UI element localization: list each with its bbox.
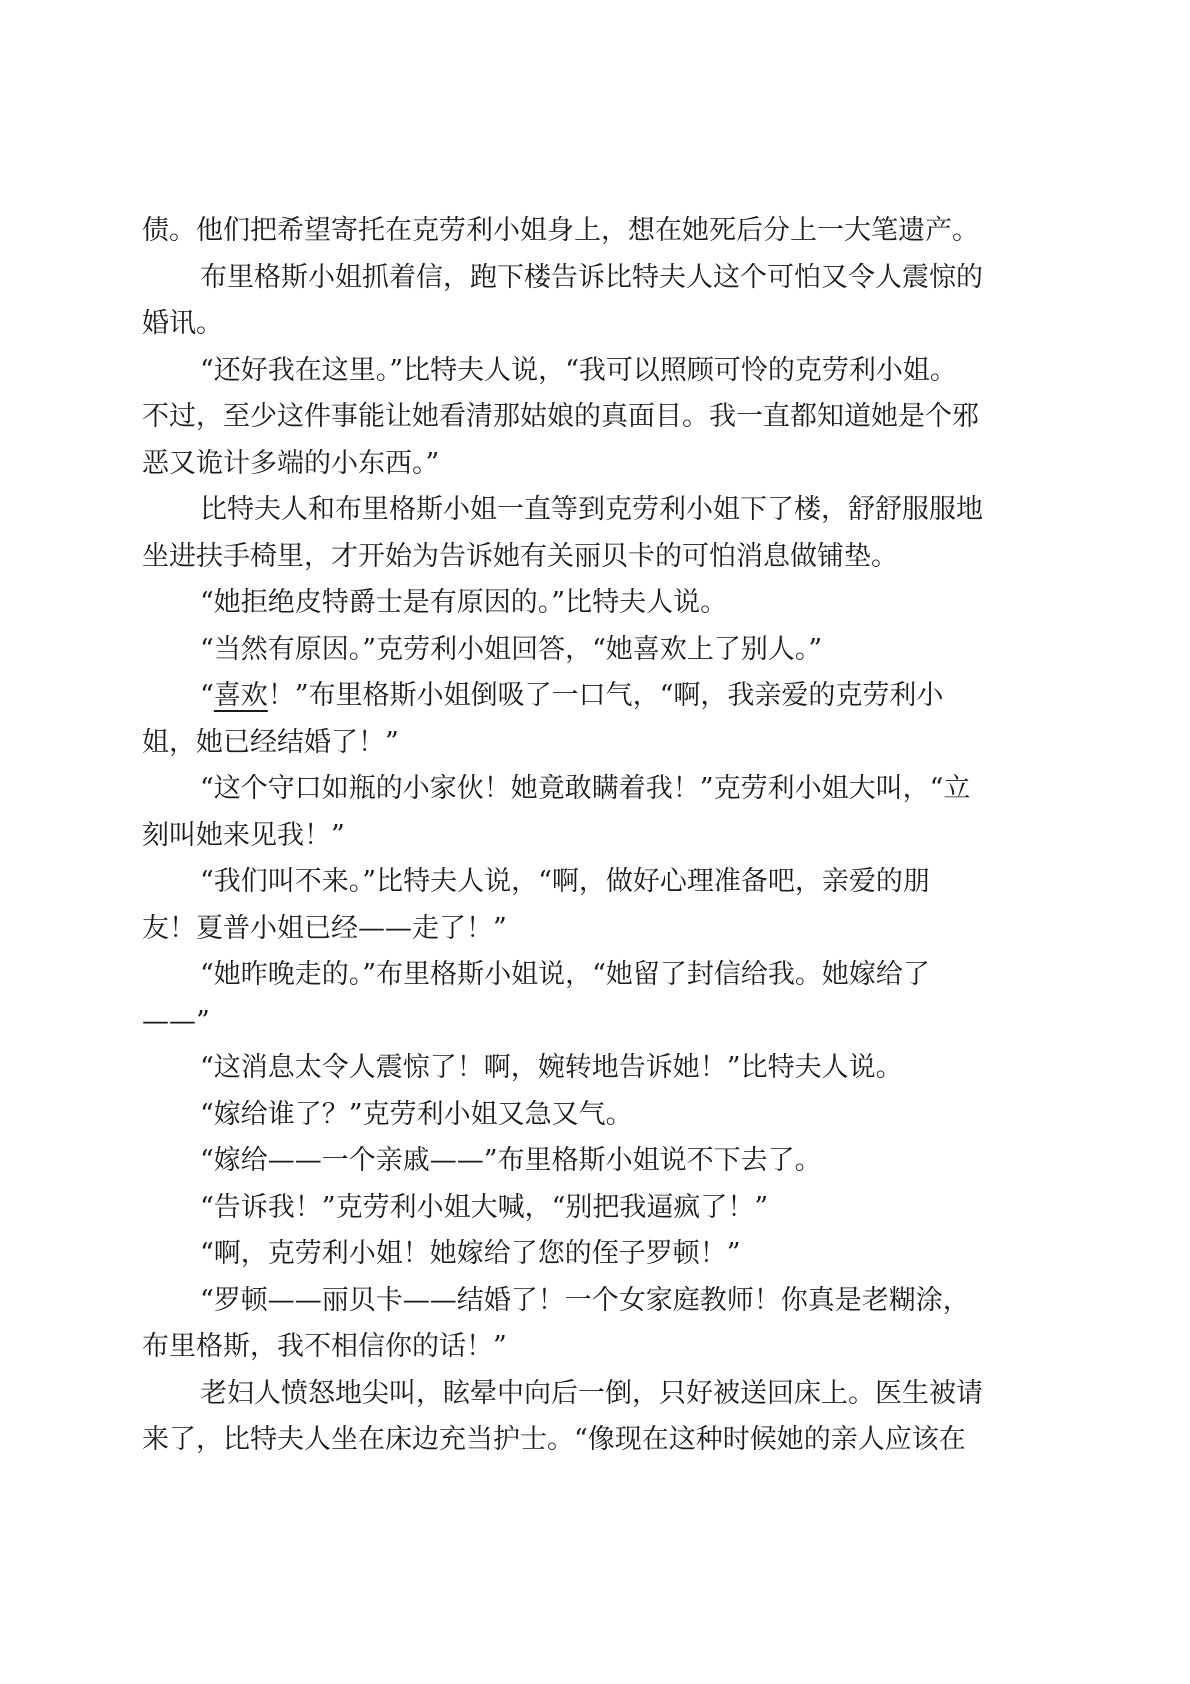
underlined-word: 喜欢: [213, 680, 268, 711]
text-line: “啊，克劳利小姐！她嫁给了您的侄子罗顿！”: [200, 1238, 741, 1269]
text-line: 来了，比特夫人坐在床边充当护士。“像现在这种时候她的亲人应该在: [142, 1424, 966, 1455]
quote-open: “: [200, 680, 214, 711]
line-remainder: ！”布里格斯小姐倒吸了一口气，“啊，我亲爱的克劳利小: [267, 680, 944, 711]
text-line: 姐，她已经结婚了！”: [142, 726, 399, 758]
text-line: “她昨晚走的。”布里格斯小姐说，“她留了封信给我。她嫁给了: [200, 959, 930, 990]
text-line: ——”: [142, 1005, 210, 1037]
text-line: 布里格斯小姐抓着信，跑下楼告诉比特夫人这个可怕又令人震惊的: [200, 261, 983, 293]
text-line: “告诉我！”克劳利小姐大喊，“别把我逼疯了！”: [200, 1191, 769, 1223]
text-line: 比特夫人和布里格斯小姐一直等到克劳利小姐下了楼，舒舒服服地: [200, 494, 983, 525]
text-line: 婚讯。: [142, 308, 223, 339]
text-line: “我们叫不来。”比特夫人说，“啊，做好心理准备吧，亲爱的朋: [200, 866, 930, 897]
text-line: 债。他们把希望寄托在克劳利小姐身上，想在她死后分上一大笔遗产。: [142, 215, 979, 246]
text-line: “这个守口如瓶的小家伙！她竟敢瞒着我！”克劳利小姐大叫，“立: [200, 773, 971, 804]
text-line: [142, 673, 1052, 720]
text-line: “罗顿——丽贝卡——结婚了！一个女家庭教师！你真是老糊涂，: [200, 1284, 970, 1316]
text-line: “还好我在这里。”比特夫人说，“我可以照顾可怜的克劳利小姐。: [200, 354, 957, 386]
text-line: “她拒绝皮特爵士是有原因的。”比特夫人说。: [200, 587, 728, 618]
text-line: 坐进扶手椅里，才开始为告诉她有关丽贝卡的可怕消息做铺垫。: [142, 540, 898, 572]
text-line: “嫁给谁了？”克劳利小姐又急又气。: [200, 1098, 633, 1130]
body-text: [142, 208, 1052, 1464]
text-line: 恶又诡计多端的小东西。”: [142, 447, 440, 479]
text-line: 老妇人愤怒地尖叫，眩晕中向后一倒，只好被送回床上。医生被请: [200, 1377, 983, 1409]
text-line: 布里格斯，我不相信你的话！”: [142, 1331, 507, 1362]
text-line: 刻叫她来见我！”: [142, 819, 345, 851]
text-line: 不过，至少这件事能让她看清那姑娘的真面目。我一直都知道她是个邪: [142, 401, 979, 432]
text-line: “这消息太令人震惊了！啊，婉转地告诉她！”比特夫人说。: [200, 1052, 903, 1083]
text-line: “当然有原因。”克劳利小姐回答，“她喜欢上了别人。”: [200, 633, 823, 665]
text-line: “嫁给——一个亲戚——”布里格斯小姐说不下去了。: [200, 1145, 822, 1176]
text-line: 友！夏普小姐已经——走了！”: [142, 912, 507, 944]
